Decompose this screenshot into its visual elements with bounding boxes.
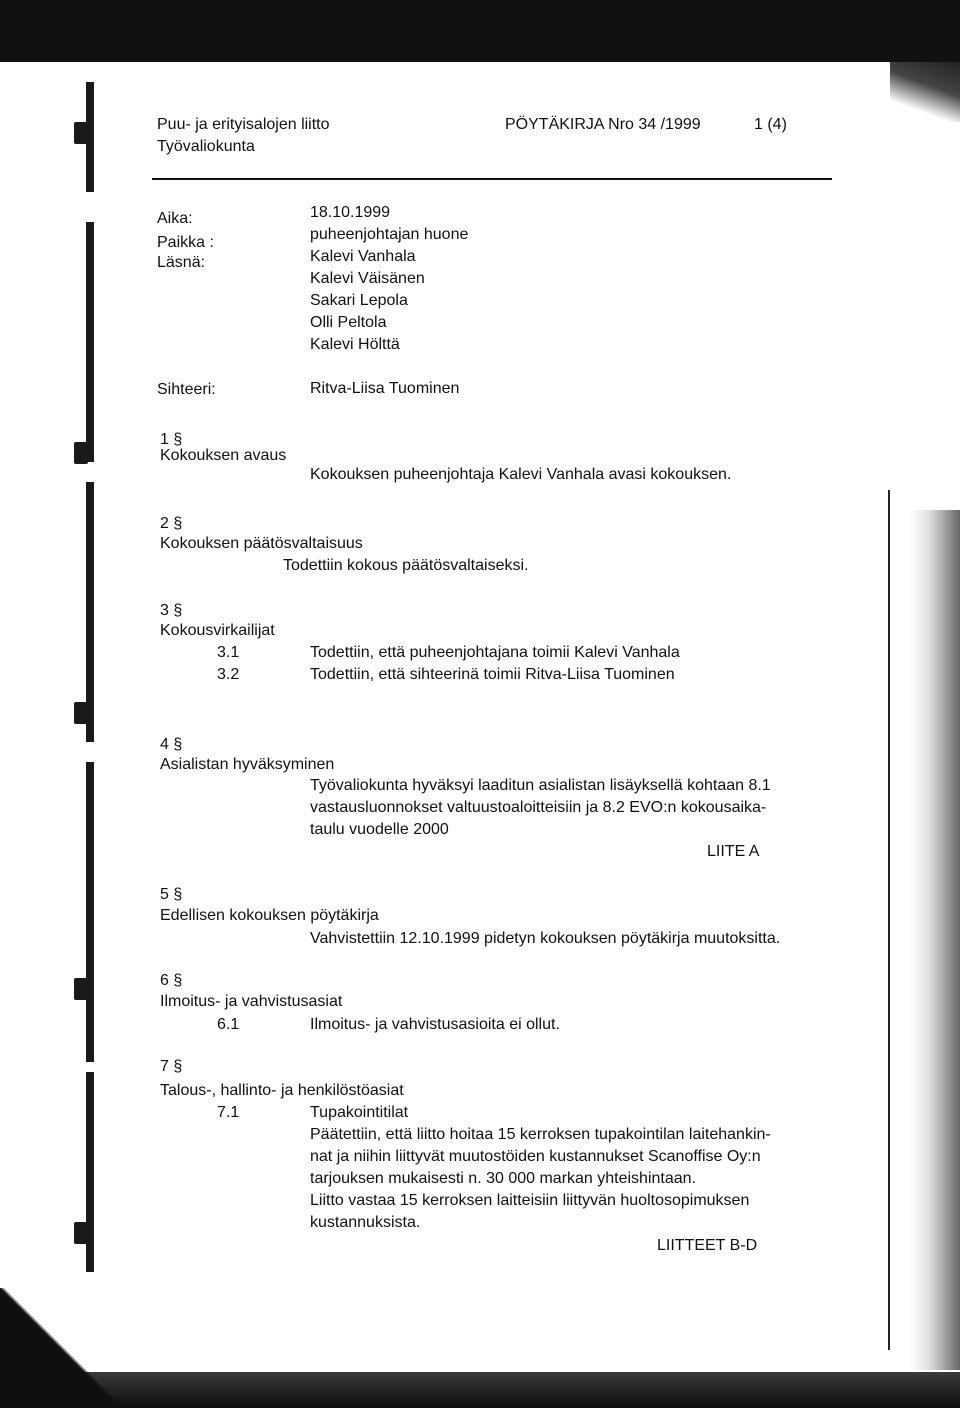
attendee: Kalevi Vanhala xyxy=(310,248,416,265)
attendee: Olli Peltola xyxy=(310,314,387,331)
section-title: Ilmoitus- ja vahvistusasiat xyxy=(160,993,343,1010)
secretary-value: Ritva-Liisa Tuominen xyxy=(310,380,460,397)
section-text: Vahvistettiin 12.10.1999 pidetyn kokouksen pöytäkirja muutoksitta. xyxy=(310,930,781,947)
scan-left-bar xyxy=(86,762,94,1062)
section-number: 4 § xyxy=(160,736,183,753)
item-number: 6.1 xyxy=(217,1016,240,1033)
scan-right-shadow xyxy=(910,510,960,1370)
scan-left-border xyxy=(0,62,100,1408)
section-title: Talous-, hallinto- ja henkilöstöasiat xyxy=(160,1082,404,1099)
time-value: 18.10.1999 xyxy=(310,204,391,221)
section-text-line: tarjouksen mukaisesti n. 30 000 markan yhteishintaan. xyxy=(310,1170,696,1187)
scan-corner-shadow xyxy=(890,62,960,122)
time-label: Aika: xyxy=(157,210,193,227)
item-text: Todettiin, että sihteerinä toimii Ritva-Liisa Tuominen xyxy=(310,666,675,683)
scan-right-line xyxy=(888,490,890,1350)
item-text: Todettiin, että puheenjohtajana toimii Kalevi Vanhala xyxy=(310,644,680,661)
section-number: 2 § xyxy=(160,515,183,532)
place-label: Paikka : xyxy=(157,234,214,251)
section-title: Kokousvirkailijat xyxy=(160,622,275,639)
document-title: PÖYTÄKIRJA Nro 34 /1999 xyxy=(505,116,701,133)
item-text: Ilmoitus- ja vahvistusasioita ei ollut. xyxy=(310,1016,560,1033)
attachment-ref: LIITTEET B-D xyxy=(657,1237,758,1254)
org-name: Puu- ja erityisalojen liitto xyxy=(157,116,330,133)
scan-left-mark xyxy=(74,702,88,724)
section-text-line: nat ja niihin liittyvät muutostöiden kustannukset Scanoffise Oy:n xyxy=(310,1148,761,1165)
item-title: Tupakointitilat xyxy=(310,1104,409,1121)
section-text: Kokouksen puheenjohtaja Kalevi Vanhala avasi kokouksen. xyxy=(310,466,732,483)
attendee: Sakari Lepola xyxy=(310,292,408,309)
section-title: Edellisen kokouksen pöytäkirja xyxy=(160,907,379,924)
section-number: 1 § xyxy=(160,431,183,448)
org-unit: Työvaliokunta xyxy=(157,138,255,155)
section-text-line: vastausluonnokset valtuustoaloitteisiin ja 8.2 EVO:n kokousaika- xyxy=(310,799,767,816)
attendee: Kalevi Hölttä xyxy=(310,336,400,353)
section-title: Asialistan hyväksyminen xyxy=(160,756,335,773)
attachment-ref: LIITE A xyxy=(707,843,760,860)
item-number: 7.1 xyxy=(217,1104,240,1121)
scan-right-border xyxy=(880,470,960,1372)
scan-left-mark xyxy=(74,442,88,464)
page-number: 1 (4) xyxy=(754,116,787,133)
section-number: 7 § xyxy=(160,1058,183,1075)
present-label: Läsnä: xyxy=(157,254,206,271)
section-text-line: Päätettiin, että liitto hoitaa 15 kerroksen tupakointilan laitehankin- xyxy=(310,1126,771,1143)
section-text-line: taulu vuodelle 2000 xyxy=(310,821,449,838)
item-number: 3.1 xyxy=(217,644,240,661)
section-text-line: Liitto vastaa 15 kerroksen laitteisiin liittyvän huoltosopimuksen xyxy=(310,1192,750,1209)
secretary-label: Sihteeri: xyxy=(157,381,216,398)
header-divider xyxy=(152,178,832,180)
section-text: Todettiin kokous päätösvaltaiseksi. xyxy=(283,557,529,574)
section-title: Kokouksen päätösvaltaisuus xyxy=(160,535,363,552)
section-number: 5 § xyxy=(160,886,183,903)
section-number: 3 § xyxy=(160,602,183,619)
scan-bottom-border xyxy=(0,1372,960,1408)
attendee: Kalevi Väisänen xyxy=(310,270,425,287)
scan-left-mark xyxy=(74,122,88,144)
scan-left-bar xyxy=(86,222,94,462)
section-title: Kokouksen avaus xyxy=(160,447,287,464)
place-value: puheenjohtajan huone xyxy=(310,226,469,243)
section-number: 6 § xyxy=(160,972,183,989)
section-text-line: kustannuksista. xyxy=(310,1214,421,1231)
scan-left-mark xyxy=(74,978,88,1000)
section-text-line: Työvaliokunta hyväksyi laaditun asialistan lisäyksellä kohtaan 8.1 xyxy=(310,777,771,794)
scan-bottom-left-corner xyxy=(0,1288,120,1408)
item-number: 3.2 xyxy=(217,666,240,683)
scan-left-mark xyxy=(74,1222,88,1244)
scan-top-border xyxy=(0,0,960,62)
